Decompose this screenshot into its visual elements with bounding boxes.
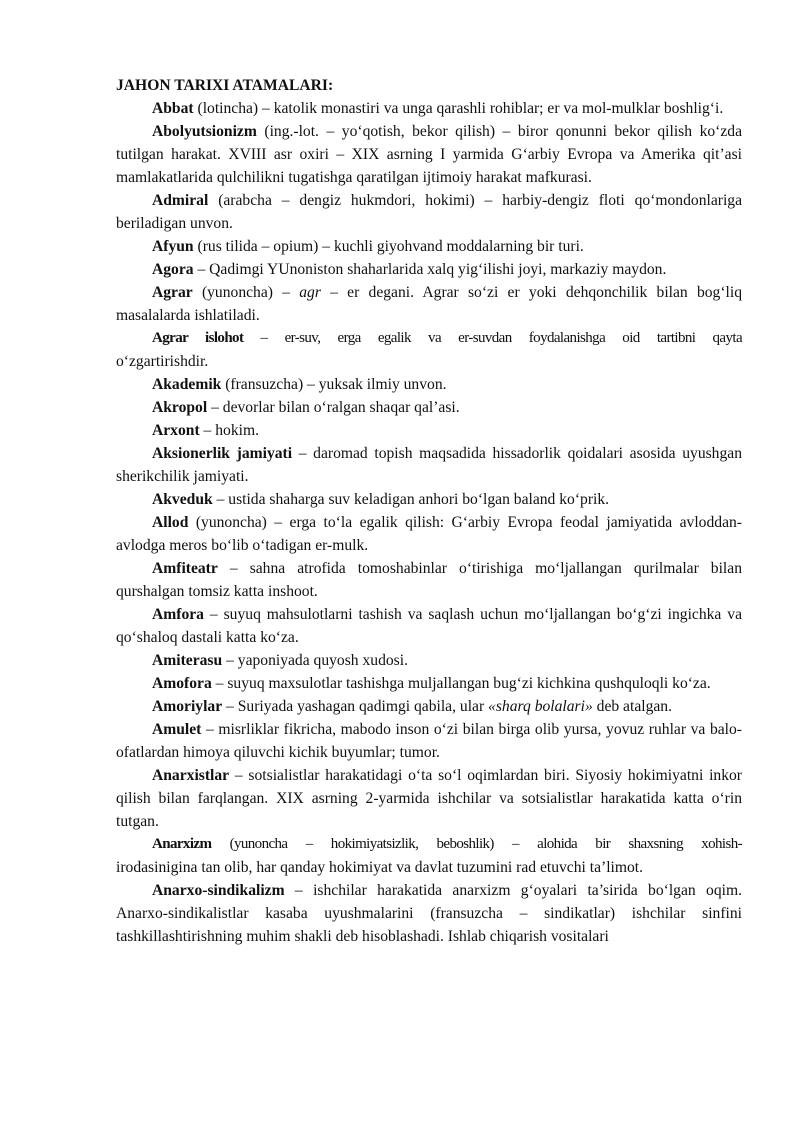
entry-definition: – er degani. Agrar so‘zi er yoki dehqonchilik bilan bog‘liq masalalarda ishlatiladi.: [116, 284, 742, 324]
entry-definition: – ustida shaharga suv keladigan anhori bo‘lgan baland ko‘prik.: [212, 491, 610, 508]
glossary-entry: [116, 97, 742, 120]
entry-term: Amfora: [152, 606, 204, 623]
glossary-entry: [116, 189, 742, 235]
entry-term: Aksionerlik jamiyati: [152, 445, 293, 462]
entry-term: Afyun: [152, 238, 194, 255]
glossary-entry: [116, 327, 742, 373]
entry-definition: (rus tilida – opium) – kuchli giyohvand moddalarning bir turi.: [193, 238, 584, 255]
glossary-entry: [116, 833, 742, 879]
glossary-entry: [116, 879, 742, 948]
entry-term: Agora: [152, 261, 194, 278]
entry-definition: – hokim.: [199, 422, 260, 439]
entry-definition: – suyuq mahsulotlarni tashish va saqlash uchun mo‘ljallangan bo‘g‘zi ingichka va qo‘shaloq dastali katta ko‘za.: [116, 606, 742, 646]
glossary-entry: [116, 557, 742, 603]
entry-definition: – devorlar bilan o‘ralgan shaqar qal’asi.: [207, 399, 460, 416]
entry-term: Akveduk: [152, 491, 213, 508]
entry-definition: deb atalgan.: [592, 698, 672, 715]
entry-definition: – misrliklar fikricha, mabodo inson o‘zi bilan birga olib yursa, yovuz ruhlar va balo-ofatlardan himoya qiluvchi kichik buyumlar; tumor.: [116, 721, 742, 761]
entry-term: Amoriylar: [152, 698, 223, 715]
entry-term: Agrar islohot: [152, 330, 244, 346]
entry-definition: (fransuzcha) – yuksak ilmiy unvon.: [221, 376, 447, 393]
glossary-entry: [116, 603, 742, 649]
entry-term: Anarxistlar: [152, 767, 230, 784]
document-page: [116, 74, 742, 948]
entry-definition: (arabcha – dengiz hukmdori, hokimi) – harbiy-dengiz floti qo‘mondonlariga beriladigan unvon.: [116, 192, 742, 232]
entry-definition: (lotincha) – katolik monastiri va unga qarashli rohiblar; er va mol-mulklar boshlig‘i.: [193, 100, 724, 117]
glossary-entry: [116, 235, 742, 258]
glossary-entry: [116, 396, 742, 419]
entry-first-line: [116, 833, 742, 856]
entry-term: Arxont: [152, 422, 200, 439]
glossary-entry: [116, 718, 742, 764]
entry-term: Admiral: [152, 192, 209, 209]
entry-definition: – yaponiyada quyosh xudosi.: [222, 652, 408, 669]
entry-definition: – daromad topish maqsadida hissadorlik qoidalari asosida uyushgan sherikchilik jamiyati.: [116, 445, 742, 485]
entry-term: Anarxo-sindikalizm: [152, 882, 285, 899]
glossary-entry: [116, 281, 742, 327]
glossary-entry: [116, 442, 742, 488]
entry-term: Amfiteatr: [152, 560, 218, 577]
entry-definition: (yunoncha) – erga to‘la egalik qilish: G‘arbiy Evropa feodal jamiyatida avloddan-avlodga meros bo‘lib o‘tadigan er-mulk.: [116, 514, 742, 554]
entry-definition-start: – er-suv, erga egalik va er-suvdan foydalanishga oid tartibni qayta: [243, 330, 742, 346]
entry-italic-term: agr: [299, 284, 321, 301]
glossary-entry: [116, 258, 742, 281]
entry-term: Agrar: [152, 284, 193, 301]
entry-term: Abolyutsionizm: [152, 123, 257, 140]
glossary-entries: [116, 97, 742, 948]
glossary-entry: [116, 695, 742, 718]
entry-term: Allod: [152, 514, 189, 531]
glossary-entry: [116, 373, 742, 396]
entry-term: Amiterasu: [152, 652, 223, 669]
glossary-entry: [116, 764, 742, 833]
entry-definition: – Qadimgi YUnoniston shaharlarida xalq yig‘ilishi joyi, markaziy maydon.: [193, 261, 667, 278]
entry-definition: – ishchilar harakatida anarxizm g‘oyalari ta’sirida bo‘lgan oqim. Anarxo-sindikalistlar kasaba uyushmalarini (fransuzcha – sindikatlar) ishchilar sinfini tashkillashtirishning muhim shakli deb hisoblashadi. Ishlab chiqarish vositalari: [116, 882, 742, 945]
entry-definition: – sotsialistlar harakatidagi o‘ta so‘l oqimlardan biri. Siyosiy hokimiyatni inkor qilish bilan farqlangan. XIX asrning 2-yarmida ishchilar va sotsialistlar harakatida katta o‘rin tutgan.: [116, 767, 742, 830]
entry-italic-term: «sharq bolalari»: [488, 698, 593, 715]
entry-definition: (ing.-lot. – yo‘qotish, bekor qilish) – biror qonunni bekor qilish ko‘zda tutilgan harakat. XVIII asr oxiri – XIX asrning I yarmida G‘arbiy Evropa va Amerika qit’asi mamlakatlarida qulchilikni tugatishga qaratilgan ijtimoiy harakat mafkurasi.: [116, 123, 742, 186]
entry-definition-prefix: (yunoncha) –: [192, 284, 300, 301]
entry-definition: o‘zgartirishdir.: [116, 353, 209, 370]
glossary-entry: [116, 488, 742, 511]
glossary-entry: [116, 120, 742, 189]
entry-definition: irodasinigina tan olib, har qanday hokimiyat va davlat tuzumini rad etuvchi ta’limot.: [116, 859, 644, 876]
glossary-entry: [116, 672, 742, 695]
glossary-entry: [116, 511, 742, 557]
entry-definition-prefix: – Suriyada yashagan qadimgi qabila, ular: [222, 698, 489, 715]
glossary-entry: [116, 419, 742, 442]
glossary-entry: [116, 649, 742, 672]
entry-term: Anarxizm: [152, 836, 212, 852]
entry-first-line: [116, 327, 742, 350]
entry-definition: – suyuq maxsulotlar tashishga muljallangan bug‘zi kichkina qushquloqli ko‘za.: [211, 675, 711, 692]
entry-term: Amofora: [152, 675, 212, 692]
entry-term: Akademik: [152, 376, 222, 393]
entry-definition-start: (yunoncha – hokimiyatsizlik, beboshlik) – alohida bir shaxsning xohish-: [211, 836, 742, 852]
entry-definition: – sahna atrofida tomoshabinlar o‘tirishiga mo‘ljallangan qurilmalar bilan qurshalgan tomsiz katta inshoot.: [116, 560, 742, 600]
entry-term: Abbat: [152, 100, 194, 117]
entry-term: Akropol: [152, 399, 208, 416]
entry-term: Amulet: [152, 721, 202, 738]
document-heading: JAHON TARIXI ATAMALARI:: [116, 77, 334, 94]
